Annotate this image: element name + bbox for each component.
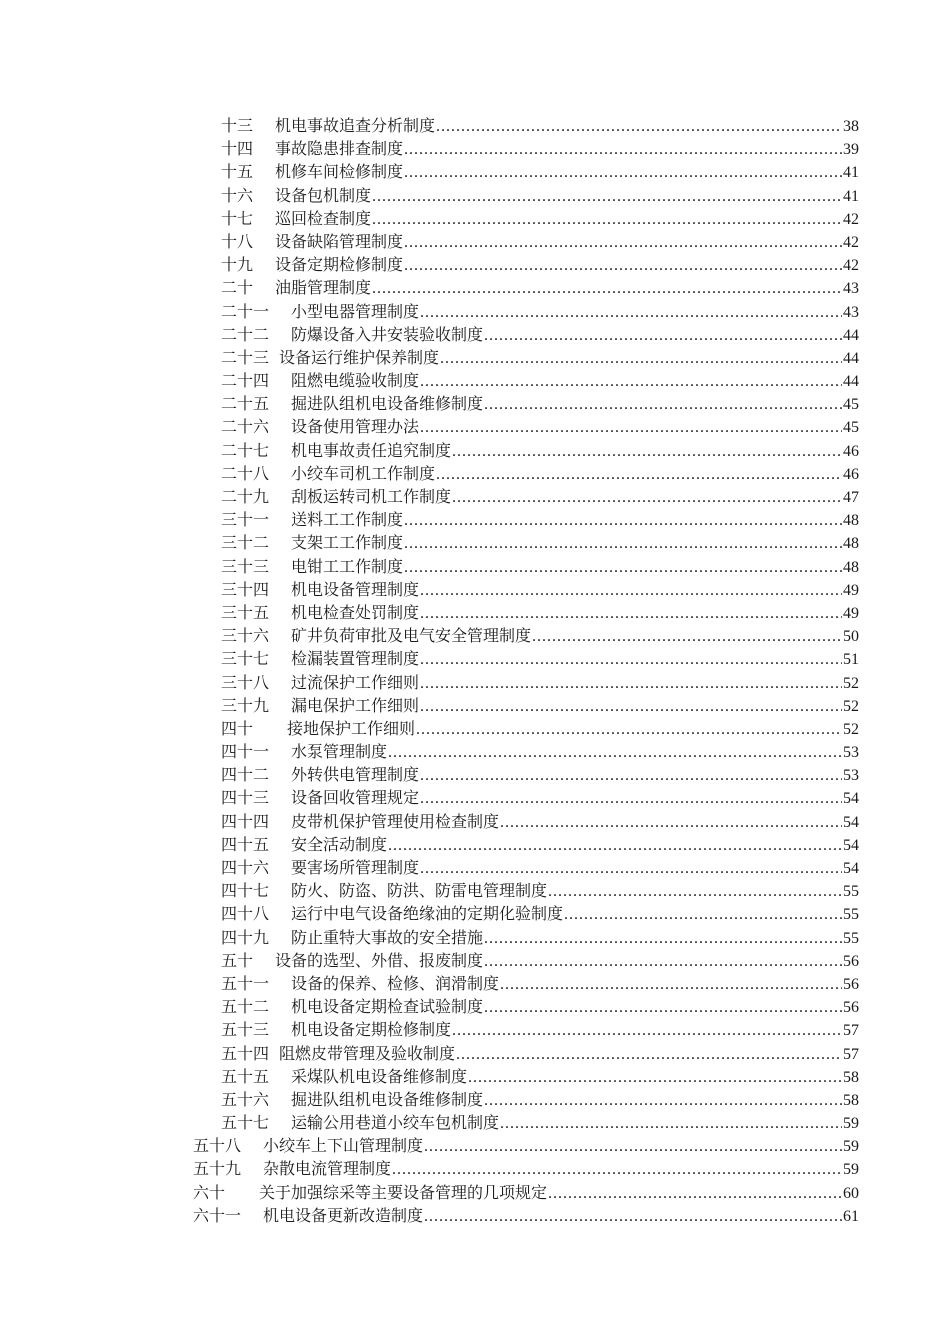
- toc-entry-page-number: 45: [843, 419, 859, 437]
- toc-dot-leader: [404, 532, 842, 555]
- toc-dot-leader: [420, 579, 842, 602]
- toc-dot-leader: [416, 718, 842, 741]
- toc-entry-page-number: 54: [843, 813, 859, 831]
- toc-entry-number: 十九: [221, 255, 254, 275]
- toc-entry-number: 四十二: [221, 765, 270, 785]
- toc-entry[interactable]: [221, 462, 859, 485]
- toc-dot-leader: [484, 927, 842, 950]
- toc-entry-page-number: 56: [843, 952, 859, 970]
- toc-dot-leader: [484, 393, 842, 416]
- toc-entry-number: 二十二: [221, 324, 270, 344]
- toc-dot-leader: [420, 787, 842, 810]
- toc-entry-number: 三十八: [221, 672, 270, 692]
- toc-entry-page-number: 43: [843, 280, 859, 298]
- toc-entry-number: 五十: [221, 950, 254, 970]
- toc-dot-leader: [420, 602, 842, 625]
- toc-entry-title: 漏电保护工作细则: [291, 695, 420, 715]
- toc-entry-number: 五十六: [221, 1089, 270, 1109]
- toc-dot-leader: [500, 973, 842, 996]
- toc-entry[interactable]: [221, 810, 859, 833]
- toc-entry[interactable]: [221, 300, 859, 323]
- toc-entry-page-number: 44: [843, 373, 859, 391]
- toc-entry[interactable]: [221, 578, 859, 601]
- toc-dot-leader: [404, 138, 842, 161]
- toc-entry[interactable]: [221, 508, 859, 531]
- toc-entry-number: 五十五: [221, 1066, 270, 1086]
- toc-entry-title: 事故隐患排查制度: [275, 139, 404, 159]
- toc-entry[interactable]: [221, 601, 859, 624]
- toc-entry-page-number: 59: [843, 1138, 859, 1156]
- toc-dot-leader: [420, 370, 842, 393]
- toc-entry-title: 小绞车司机工作制度: [291, 463, 436, 483]
- toc-entry-page-number: 55: [843, 883, 859, 901]
- toc-entry-page-number: 57: [843, 1045, 859, 1063]
- toc-entry-title: 阻燃皮带管理及验收制度: [279, 1043, 456, 1063]
- toc-entry[interactable]: [221, 856, 859, 879]
- toc-entry[interactable]: [221, 1111, 859, 1134]
- toc-entry-number: 三十一: [221, 510, 270, 530]
- toc-entry-title: 机电设备管理制度: [291, 579, 420, 599]
- toc-entry-title: 机电设备更新改造制度: [263, 1205, 424, 1225]
- toc-entry-number: 五十七: [221, 1113, 270, 1133]
- toc-entry-page-number: 39: [843, 141, 859, 159]
- toc-entry[interactable]: [221, 624, 859, 647]
- toc-entry-title: 防止重特大事故的安全措施: [291, 927, 484, 947]
- toc-entry[interactable]: [221, 833, 859, 856]
- toc-entry-page-number: 49: [843, 604, 859, 622]
- toc-entry[interactable]: [221, 230, 859, 253]
- toc-entry-number: 三十三: [221, 556, 270, 576]
- toc-entry-number: 六十一: [193, 1205, 242, 1225]
- toc-entry-title: 皮带机保护管理使用检查制度: [291, 811, 500, 831]
- toc-entry-page-number: 59: [843, 1115, 859, 1133]
- toc-entry-title: 机电事故追查分析制度: [275, 116, 436, 135]
- toc-entry-number: 三十五: [221, 602, 270, 622]
- toc-dot-leader: [392, 1158, 842, 1181]
- toc-entry-number: 五十八: [193, 1136, 242, 1156]
- toc-dot-leader: [420, 857, 842, 880]
- toc-entry-number: 十四: [221, 139, 254, 159]
- toc-entry-number: 六十: [193, 1182, 226, 1202]
- toc-entry-title: 电钳工工作制度: [291, 556, 404, 576]
- toc-entry[interactable]: [221, 276, 859, 299]
- toc-entry[interactable]: [221, 671, 859, 694]
- toc-entry-title: 设备定期检修制度: [275, 255, 404, 275]
- toc-entry-page-number: 57: [843, 1022, 859, 1040]
- toc-entry-title: 机电事故责任追究制度: [291, 440, 452, 460]
- toc-dot-leader: [452, 486, 842, 509]
- toc-entry-number: 四十一: [221, 742, 270, 762]
- toc-entry-page-number: 54: [843, 790, 859, 808]
- toc-entry-page-number: 52: [843, 674, 859, 692]
- toc-entry[interactable]: [221, 415, 859, 438]
- toc-entry-title: 设备回收管理规定: [291, 788, 420, 808]
- toc-dot-leader: [452, 1019, 842, 1042]
- toc-entry-page-number: 52: [843, 697, 859, 715]
- toc-entry[interactable]: [221, 879, 859, 902]
- toc-entry[interactable]: [221, 694, 859, 717]
- toc-entry-number: 四十七: [221, 881, 270, 901]
- toc-entry-title: 接地保护工作细则: [287, 718, 416, 738]
- toc-entry-title: 防火、防盗、防洪、防雷电管理制度: [291, 881, 548, 901]
- toc-entry[interactable]: [221, 346, 859, 369]
- toc-dot-leader: [420, 648, 842, 671]
- toc-entry-title: 设备的保养、检修、润滑制度: [291, 973, 500, 993]
- toc-dot-leader: [500, 811, 842, 834]
- toc-entry-title: 运行中电气设备绝缘油的定期化验制度: [291, 904, 564, 924]
- toc-entry-page-number: 52: [843, 720, 859, 738]
- toc-entry-number: 二十八: [221, 463, 270, 483]
- toc-dot-leader: [564, 903, 842, 926]
- toc-entry-number: 二十五: [221, 394, 270, 414]
- toc-entry-page-number: 47: [843, 489, 859, 506]
- toc-dot-leader: [404, 161, 842, 184]
- toc-entry[interactable]: [193, 1204, 859, 1227]
- toc-entry[interactable]: [221, 323, 859, 346]
- toc-entry[interactable]: [221, 392, 859, 415]
- toc-entry[interactable]: [221, 786, 859, 809]
- toc-dot-leader: [532, 625, 842, 648]
- toc-entry-page-number: 38: [843, 118, 859, 135]
- toc-entry-number: 十五: [221, 162, 254, 182]
- toc-dot-leader: [404, 556, 842, 579]
- toc-entry-page-number: 58: [843, 1091, 859, 1109]
- toc-entry[interactable]: [193, 1181, 859, 1204]
- toc-entry-title: 过流保护工作细则: [291, 672, 420, 692]
- toc-entry-page-number: 50: [843, 628, 859, 646]
- toc-entry-number: 五十二: [221, 997, 270, 1017]
- toc-entry-title: 水泵管理制度: [291, 742, 388, 762]
- toc-dot-leader: [436, 463, 842, 486]
- toc-dot-leader: [424, 1205, 842, 1228]
- toc-entry-title: 设备使用管理办法: [291, 417, 420, 437]
- toc-dot-leader: [372, 277, 842, 300]
- toc-entry[interactable]: [221, 763, 859, 786]
- toc-entry[interactable]: [221, 949, 859, 972]
- toc-entry[interactable]: [221, 740, 859, 763]
- toc-entry-number: 二十四: [221, 371, 270, 391]
- toc-entry-title: 刮板运转司机工作制度: [291, 487, 452, 506]
- toc-dot-leader: [372, 208, 842, 231]
- toc-entry-page-number: 41: [843, 164, 859, 182]
- toc-entry[interactable]: [221, 114, 859, 137]
- toc-entry-page-number: 56: [843, 999, 859, 1017]
- toc-dot-leader: [484, 996, 842, 1019]
- toc-entry[interactable]: [221, 717, 859, 740]
- toc-entry-title: 支架工工作制度: [291, 533, 404, 553]
- toc-entry-number: 四十四: [221, 811, 270, 831]
- toc-entry[interactable]: [221, 972, 859, 995]
- toc-dot-leader: [420, 672, 842, 695]
- toc-entry[interactable]: [221, 253, 859, 276]
- toc-entry-page-number: 46: [843, 442, 859, 460]
- toc-entry-page-number: 53: [843, 744, 859, 762]
- toc-entry[interactable]: [221, 926, 859, 949]
- toc-entry-page-number: 54: [843, 860, 859, 877]
- toc-entry-page-number: 61: [843, 1207, 859, 1225]
- toc-dot-leader: [456, 1043, 842, 1066]
- toc-entry-number: 二十九: [221, 487, 270, 506]
- toc-entry-title: 外转供电管理制度: [291, 765, 420, 785]
- toc-entry-page-number: 49: [843, 581, 859, 599]
- toc-entry-page-number: 48: [843, 558, 859, 576]
- toc-entry-page-number: 45: [843, 396, 859, 414]
- toc-entry-title: 关于加强综采等主要设备管理的几项规定: [259, 1182, 548, 1202]
- toc-entry-title: 阻燃电缆验收制度: [291, 371, 420, 391]
- toc-entry-number: 二十三: [221, 347, 270, 367]
- toc-entry-number: 三十六: [221, 626, 270, 646]
- toc-entry[interactable]: [221, 485, 859, 508]
- toc-dot-leader: [452, 440, 842, 463]
- toc-entry-number: 五十三: [221, 1020, 270, 1040]
- toc-entry[interactable]: [221, 369, 859, 392]
- toc-entry-page-number: 48: [843, 535, 859, 553]
- toc-entry-page-number: 54: [843, 836, 859, 854]
- toc-entry-title: 安全活动制度: [291, 834, 388, 854]
- toc-entry-number: 五十四: [221, 1043, 270, 1063]
- toc-dot-leader: [372, 185, 842, 208]
- toc-dot-leader: [404, 509, 842, 532]
- toc-dot-leader: [404, 254, 842, 277]
- toc-entry-page-number: 60: [843, 1184, 859, 1202]
- toc-entry-title: 机电检查处罚制度: [291, 602, 420, 622]
- toc-entry[interactable]: [221, 439, 859, 462]
- toc-entry-number: 二十六: [221, 417, 270, 437]
- toc-entry-number: 十六: [221, 185, 254, 205]
- toc-entry-number: 五十九: [193, 1159, 242, 1179]
- toc-entry-title: 要害场所管理制度: [291, 858, 420, 877]
- toc-entry-page-number: 56: [843, 975, 859, 993]
- toc-entry-page-number: 59: [843, 1161, 859, 1179]
- toc-dot-leader: [420, 695, 842, 718]
- toc-dot-leader: [388, 741, 842, 764]
- toc-entry-title: 机修车间检修制度: [275, 162, 404, 182]
- toc-dot-leader: [420, 416, 842, 439]
- toc-entry-title: 掘进队组机电设备维修制度: [291, 394, 484, 414]
- toc-entry-title: 矿井负荷审批及电气安全管理制度: [291, 626, 532, 646]
- toc-entry-title: 设备包机制度: [275, 185, 372, 205]
- toc-entry-page-number: 51: [843, 651, 859, 669]
- toc-entry-number: 十八: [221, 231, 254, 251]
- toc-entry-number: 四十三: [221, 788, 270, 808]
- toc-entry-page-number: 55: [843, 906, 859, 924]
- toc-entry[interactable]: [221, 555, 859, 578]
- toc-dot-leader: [388, 834, 842, 857]
- toc-entry-page-number: 55: [843, 929, 859, 947]
- toc-dot-leader: [424, 1135, 842, 1158]
- toc-entry-number: 四十五: [221, 834, 270, 854]
- toc-entry-page-number: 42: [843, 257, 859, 275]
- toc-entry-page-number: 46: [843, 465, 859, 483]
- toc-entry-page-number: 43: [843, 303, 859, 321]
- toc-entry-title: 小型电器管理制度: [291, 301, 420, 321]
- toc-dot-leader: [548, 1182, 842, 1205]
- toc-entry-title: 杂散电流管理制度: [263, 1159, 392, 1179]
- toc-entry-number: 二十: [221, 278, 254, 298]
- toc-dot-leader: [468, 1066, 842, 1089]
- toc-entry-number: 四十九: [221, 927, 270, 947]
- toc-dot-leader: [420, 301, 842, 324]
- toc-entry-number: 十三: [221, 116, 254, 135]
- toc-entry-title: 设备的选型、外借、报废制度: [275, 950, 484, 970]
- toc-entry-number: 三十九: [221, 695, 270, 715]
- toc-entry-title: 机电设备定期检修制度: [291, 1020, 452, 1040]
- table-of-contents: [0, 114, 950, 1227]
- toc-entry-title: 机电设备定期检查试验制度: [291, 997, 484, 1017]
- toc-dot-leader: [548, 880, 842, 903]
- toc-entry[interactable]: [221, 137, 859, 160]
- toc-entry[interactable]: [221, 1042, 859, 1065]
- toc-entry-title: 防爆设备入井安装验收制度: [291, 324, 484, 344]
- toc-entry-title: 小绞车上下山管理制度: [263, 1136, 424, 1156]
- toc-entry[interactable]: [193, 1134, 859, 1157]
- toc-entry-number: 四十: [221, 718, 254, 738]
- toc-dot-leader: [440, 347, 842, 370]
- toc-entry-page-number: 42: [843, 210, 859, 228]
- toc-entry-page-number: 42: [843, 233, 859, 251]
- toc-dot-leader: [404, 231, 842, 254]
- toc-entry-number: 十七: [221, 208, 254, 228]
- toc-dot-leader: [484, 950, 842, 973]
- toc-entry-title: 送料工工作制度: [291, 510, 404, 530]
- toc-entry-number: 三十四: [221, 579, 270, 599]
- toc-entry[interactable]: [221, 184, 859, 207]
- toc-entry-title: 检漏装置管理制度: [291, 649, 420, 669]
- toc-entry-title: 巡回检查制度: [275, 208, 372, 228]
- toc-entry-page-number: 48: [843, 512, 859, 530]
- toc-entry-title: 设备缺陷管理制度: [275, 231, 404, 251]
- toc-entry-title: 设备运行维护保养制度: [279, 347, 440, 367]
- toc-entry[interactable]: [221, 1065, 859, 1088]
- toc-dot-leader: [420, 764, 842, 787]
- toc-entry-page-number: 44: [843, 349, 859, 367]
- toc-entry-number: 四十八: [221, 904, 270, 924]
- toc-entry[interactable]: [221, 647, 859, 670]
- toc-entry-number: 二十七: [221, 440, 270, 460]
- toc-entry-number: 三十二: [221, 533, 270, 553]
- toc-entry[interactable]: [221, 531, 859, 554]
- toc-entry-title: 掘进队组机电设备维修制度: [291, 1089, 484, 1109]
- toc-dot-leader: [484, 324, 842, 347]
- toc-entry-number: 二十一: [221, 301, 270, 321]
- toc-entry-page-number: 44: [843, 326, 859, 344]
- toc-entry-title: 采煤队机电设备维修制度: [291, 1066, 468, 1086]
- toc-entry-page-number: 58: [843, 1068, 859, 1086]
- toc-entry-number: 三十七: [221, 649, 270, 669]
- toc-entry-title: 油脂管理制度: [275, 278, 372, 298]
- toc-entry[interactable]: [221, 207, 859, 230]
- toc-entry-page-number: 53: [843, 767, 859, 785]
- toc-entry-number: 五十一: [221, 973, 270, 993]
- toc-dot-leader: [500, 1112, 842, 1135]
- toc-entry[interactable]: [221, 1088, 859, 1111]
- toc-entry[interactable]: [221, 902, 859, 925]
- toc-entry[interactable]: [221, 995, 859, 1018]
- toc-entry[interactable]: [221, 1018, 859, 1041]
- toc-entry-page-number: 41: [843, 187, 859, 205]
- toc-dot-leader: [436, 115, 842, 138]
- toc-entry-number: 四十六: [221, 858, 270, 877]
- toc-entry[interactable]: [221, 160, 859, 183]
- toc-entry[interactable]: [193, 1157, 859, 1180]
- toc-dot-leader: [484, 1089, 842, 1112]
- toc-entry-title: 运输公用巷道小绞车包机制度: [291, 1113, 500, 1133]
